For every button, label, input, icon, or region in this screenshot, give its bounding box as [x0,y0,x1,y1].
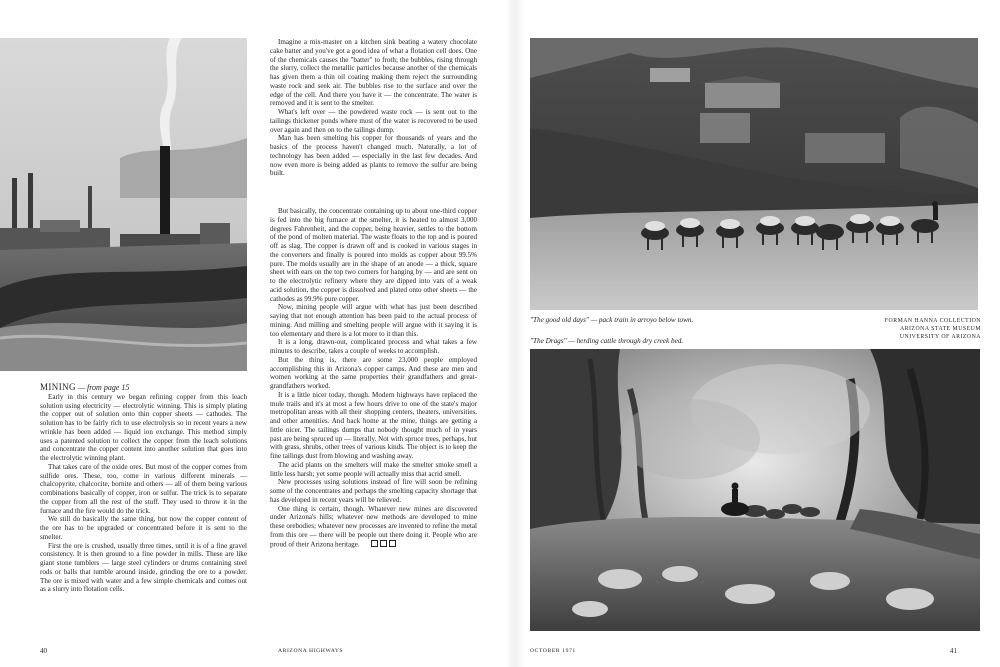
photo-credit [860,318,981,341]
paragraph: New processes using solutions instead of fire will soon be refining some of the concentrates and perhaps the smelting capacity shortage that has developed in recent years will be relieved. [270,478,477,504]
paragraph: But basically, the concentrate containing up to about one-third copper is fed into the big furnace at the smelter, it is heated to almost 3,000 degrees Fahrenheit, and the copper, being heavier, settles to the bottom of the pond of molten material. The waste floats to the top and is poured off as slag. The copper is drawn off and is cooked in various stages in the converters and finally is poured into molds as copper about 99.5% pure. The molds usually are in the shape of an anode — a thick, square sheet with ears on the top two corners for hanging by — and are sent on to the electrolytic refinery where they are dipped into vats of a weak acid solution, the copper is dissolved and plated onto other sheets — the cathodes as 99.9% pure copper. [270,207,477,303]
left-column [40,383,247,594]
paragraph: What's left over — the powdered waste rock — is sent out to the tailings thickener ponds where most of the water is recovered to be used over again and then on to the tailings dump. [270,108,477,134]
smelter-photo [0,38,247,371]
top-photo-caption: "The good old days" — pack train in arroyo below town. [530,316,694,324]
paragraph: Early in this century we began refining copper from this leach solution using electricity — electrolytic winning. This is simply plating the copper out of solution onto thin copper sheets — cathodes. The solution has to be fairly rich to use electrolysis so in recent years a new wrinkle has been added — liquid ion exchange. This method simply uses a patented solution to collect the copper from the leach solutions and concentrate the copper content into another solution that goes into the electrolytic winning plant. [40,392,247,462]
credit-line: ARIZONA STATE MUSEUM [899,325,981,332]
page-number-right: 41 [950,647,957,655]
paragraph: It is a little nicer today, though. Modern highways have replaced the mule trails and it's at most a few hours drive to one of the state's major metropolitan areas with all their shopping centers, theaters, universities, and other amenities. And back home at the mine, things are getting a little nicer. The tailings dumps that nobody thought much of in years past are being spruced up — literally. Not with spruce trees, perhaps, but with grass, shrubs, other trees of various kinds. The object is to keep the fine tailings dust from blowing and washing away. [270,390,477,460]
pack-train-photo [530,38,978,310]
end-mark-icon [361,540,396,549]
magazine-name: ARIZONA HIGHWAYS [278,648,344,654]
paragraph-final [270,505,477,549]
page-gutter [506,0,524,667]
paragraph: We still do basically the same thing, but now the copper content of the ore has to be upgraded or concentrated before it is sent to the smelter. [40,515,247,541]
bottom-photo-caption: "The Drags" — herding cattle through dry creek bed. [530,337,684,345]
paragraph: First the ore is crushed, usually three times, until it is of a fine gravel consistency. It is then ground to a fine powder in mills. These are like giant stone tumblers — large steel cylinders or drums containing steel rods or balls that tumble around inside, grinding the ore to a powder. The ore is mixed with water and a few simple chemicals and comes out as a slurry into flotation cells. [40,541,247,594]
heading-title: MINING [40,382,76,392]
credit-line: FORMAN HANNA COLLECTION [884,318,981,324]
paragraph: Man has been smelting his copper for thousands of years and the basics of the process haven't changed much. Naturally, a lot of technology has been added — especially in the last few decades. And now even more is being added as plants to remove the sulfur are being built. [270,134,477,178]
heading-from: — from page 15 [75,383,130,392]
issue-date: OCTOBER 1971 [530,648,576,654]
credit-line: UNIVERSITY OF ARIZONA [899,333,981,340]
page-number-left: 40 [40,647,47,655]
paragraph: That takes care of the oxide ores. But most of the copper comes from sulfide ores. These, too, come in various different minerals — chalcopyrite, chalcocite, bornite and others — all of them being various combinations basically of copper, iron or sulfur. The trick is to separate the copper from all the rest of the stuff. They used to throw it in the furnace and the fire would do the trick. [40,462,247,515]
right-column-top [270,38,477,178]
paragraph: But the thing is, there are some 23,000 people employed accomplishing this in Arizona's copper camps. And these are men and women working at the same properties their grandfathers and great-grandfathers worked. [270,355,477,390]
right-column-bottom [270,207,477,549]
article-heading [40,383,247,393]
paragraph: Imagine a mix-master on a kitchen sink beating a watery chocolate cake batter and you've got a good idea of what a flotation cell does. One of the chemicals causes the "batter" to froth; the bubbles, rising through the slurry, collect the metallic particles because another of the chemicals has given them a thin oil coating making them reject the surrounding waste rock and seek air. The bubbles rise to the surface and over the edge of the cell. And there you have it — the concentrate. The water is removed and it is sent to the smelter. [270,38,477,108]
cattle-drive-photo [530,349,980,631]
paragraph: It is a long, drawn-out, complicated process and what takes a few minutes to describe, takes a couple of weeks to accomplish. [270,338,477,355]
paragraph: The acid plants on the smelters will make the smelter smoke smell a little less harsh; yet some people will actually miss that acrid smell. [270,460,477,478]
paragraph: Now, mining people will argue with what has just been described saying that not enough attention has been paid to the actual process of mining. And milling and smelting people will argue with it saying it is too elementary and there is a lot more to it than this. [270,303,477,338]
final-paragraph-text: One thing is certain, though. Whatever new mines are discovered under Arizona's hills; whatever new methods are developed to mine these orebodies; whatever new processes are invented to refine the metal from this ore — there will be people out there doing it. People who are proud of their Arizona heritage. [270,504,477,548]
